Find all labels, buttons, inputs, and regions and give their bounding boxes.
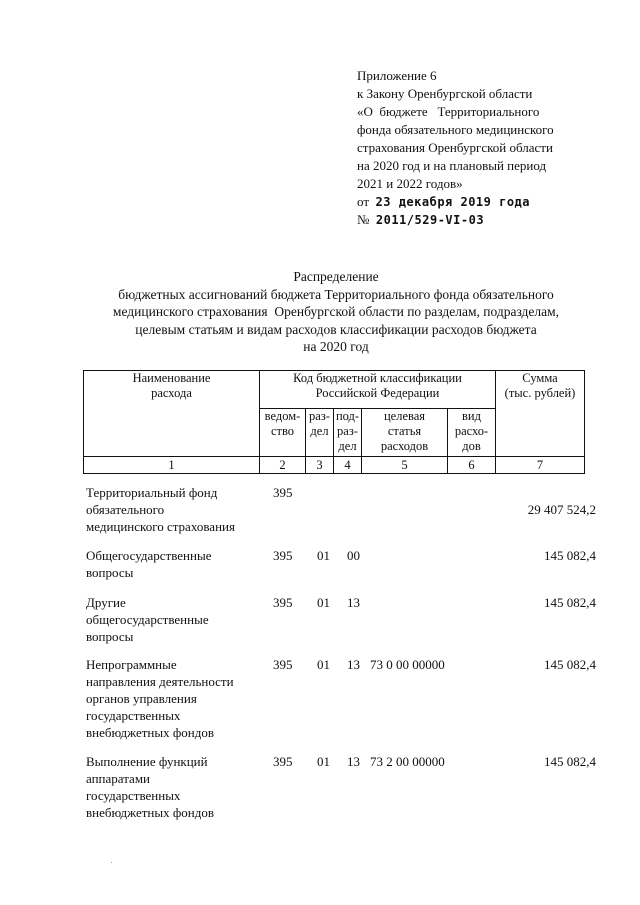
heading-line: медицинского страхования Оренбургской области по разделам, подразделам, — [112, 304, 560, 319]
row-sum: 145 082,4 — [544, 754, 596, 769]
row-razdel: 01 — [317, 595, 330, 610]
heading-title: Распределение — [293, 269, 379, 284]
row-name-line: государственных — [86, 788, 181, 803]
appendix-block — [357, 67, 554, 229]
row-name — [86, 547, 264, 581]
row-vedomstvo: 395 — [273, 548, 293, 563]
header-sub-label: ведом- — [264, 409, 301, 423]
header-razdel-cell — [306, 409, 334, 457]
header-vedomstvo-cell — [260, 409, 306, 457]
column-number: 1 — [84, 457, 260, 474]
header-sub-label: раз- — [309, 409, 330, 423]
row-name-line: Территориальный фонд — [86, 485, 218, 500]
header-sum-cell — [496, 371, 585, 457]
row-name — [86, 753, 264, 821]
header-sub-label: статья — [387, 424, 422, 438]
table-header — [83, 370, 585, 474]
header-sub-label: целевая — [383, 409, 426, 423]
column-number: 7 — [496, 457, 585, 474]
appendix-line: Приложение 6 — [357, 68, 437, 83]
row-name-line: государственных — [86, 708, 181, 723]
row-vedomstvo: 395 — [273, 754, 293, 769]
heading-line: на 2020 год — [303, 339, 369, 354]
row-vedomstvo: 395 — [273, 657, 293, 672]
header-name-label: расхода — [151, 386, 192, 400]
row-vedomstvo: 395 — [273, 595, 293, 610]
row-name-line: направления деятельности — [86, 674, 234, 689]
row-razdel: 01 — [317, 548, 330, 563]
heading-line: целевым статьям и видам расходов классификации расходов бюджета — [135, 321, 537, 337]
row-name — [86, 484, 264, 535]
row-podrazdel: 13 — [347, 595, 360, 610]
row-vedomstvo: 395 — [273, 485, 293, 500]
appendix-line: страхования Оренбургской области — [357, 140, 553, 155]
header-tsel-cell — [362, 409, 448, 457]
row-name-line: общегосударственные — [86, 612, 209, 627]
law-date-stamp: 23 декабря 2019 года — [375, 195, 531, 209]
document-heading — [70, 268, 602, 356]
row-sum: 145 082,4 — [544, 657, 596, 672]
column-number: 5 — [362, 457, 448, 474]
row-name — [86, 594, 264, 645]
row-podrazdel: 00 — [347, 548, 360, 563]
row-name-line: Другие — [86, 595, 126, 610]
row-name-line: аппаратами — [86, 771, 151, 786]
appendix-line: на 2020 год и на плановый период — [357, 158, 547, 173]
header-sum-label: (тыс. рублей) — [504, 386, 576, 400]
header-sub-label: дов — [462, 439, 481, 453]
row-podrazdel: 13 — [347, 657, 360, 672]
header-vid-cell — [448, 409, 496, 457]
header-name-label: Наименование — [132, 371, 211, 385]
header-name-cell — [84, 371, 260, 457]
row-name-line: вопросы — [86, 565, 134, 580]
law-number-stamp: 2011/529-VI-03 — [375, 213, 485, 227]
row-name-line: вопросы — [86, 629, 134, 644]
header-sub-label: ство — [270, 424, 295, 438]
header-sub-label: дел — [338, 439, 357, 453]
row-tsel: 73 0 00 00000 — [370, 657, 445, 672]
appendix-line: 2021 и 2022 годов» — [357, 176, 463, 191]
law-number-line — [357, 211, 554, 229]
column-number: 3 — [306, 457, 334, 474]
appendix-line: к Закону Оренбургской области — [357, 86, 533, 101]
header-code-label: Российской Федерации — [315, 386, 440, 400]
row-podrazdel: 13 — [347, 754, 360, 769]
row-name — [86, 656, 264, 741]
row-name-line: Общегосударственные — [86, 548, 212, 563]
row-razdel: 01 — [317, 754, 330, 769]
header-sub-label: расходов — [380, 439, 429, 453]
header-sum-label: Сумма — [522, 371, 558, 385]
column-number: 6 — [448, 457, 496, 474]
heading-line: бюджетных ассигнований бюджета Территориального фонда обязательного — [118, 286, 554, 302]
header-sub-label: расхо- — [454, 424, 489, 438]
row-sum: 29 407 524,2 — [527, 502, 596, 517]
row-name-line: внебюджетных фондов — [86, 725, 214, 740]
law-number-prefix: № — [357, 212, 370, 227]
column-number: 2 — [260, 457, 306, 474]
law-date-prefix: от — [357, 194, 370, 209]
appendix-line: «О бюджете Территориального — [357, 104, 540, 119]
scan-speck — [111, 862, 112, 863]
header-sub-label: дел — [310, 424, 329, 438]
row-name-line: медицинского страхования — [86, 519, 235, 534]
row-razdel: 01 — [317, 657, 330, 672]
row-sum: 145 082,4 — [544, 548, 596, 563]
row-name-line: Выполнение функций — [86, 754, 208, 769]
header-podrazdel-cell — [334, 409, 362, 457]
row-name-line: органов управления — [86, 691, 197, 706]
header-sub-label: раз- — [337, 424, 358, 438]
appendix-line: фонда обязательного медицинского — [357, 122, 554, 137]
row-name-line: Непрограммные — [86, 657, 177, 672]
row-tsel: 73 2 00 00000 — [370, 754, 445, 769]
header-sub-label: под- — [335, 409, 360, 423]
row-name-line: внебюджетных фондов — [86, 805, 214, 820]
header-sub-label: вид — [462, 409, 481, 423]
row-name-line: обязательного — [86, 502, 165, 517]
header-code-label: Код бюджетной классификации — [293, 371, 462, 385]
header-code-cell — [260, 371, 496, 409]
row-sum: 145 082,4 — [544, 595, 596, 610]
column-number: 4 — [334, 457, 362, 474]
law-date-line — [357, 193, 554, 211]
